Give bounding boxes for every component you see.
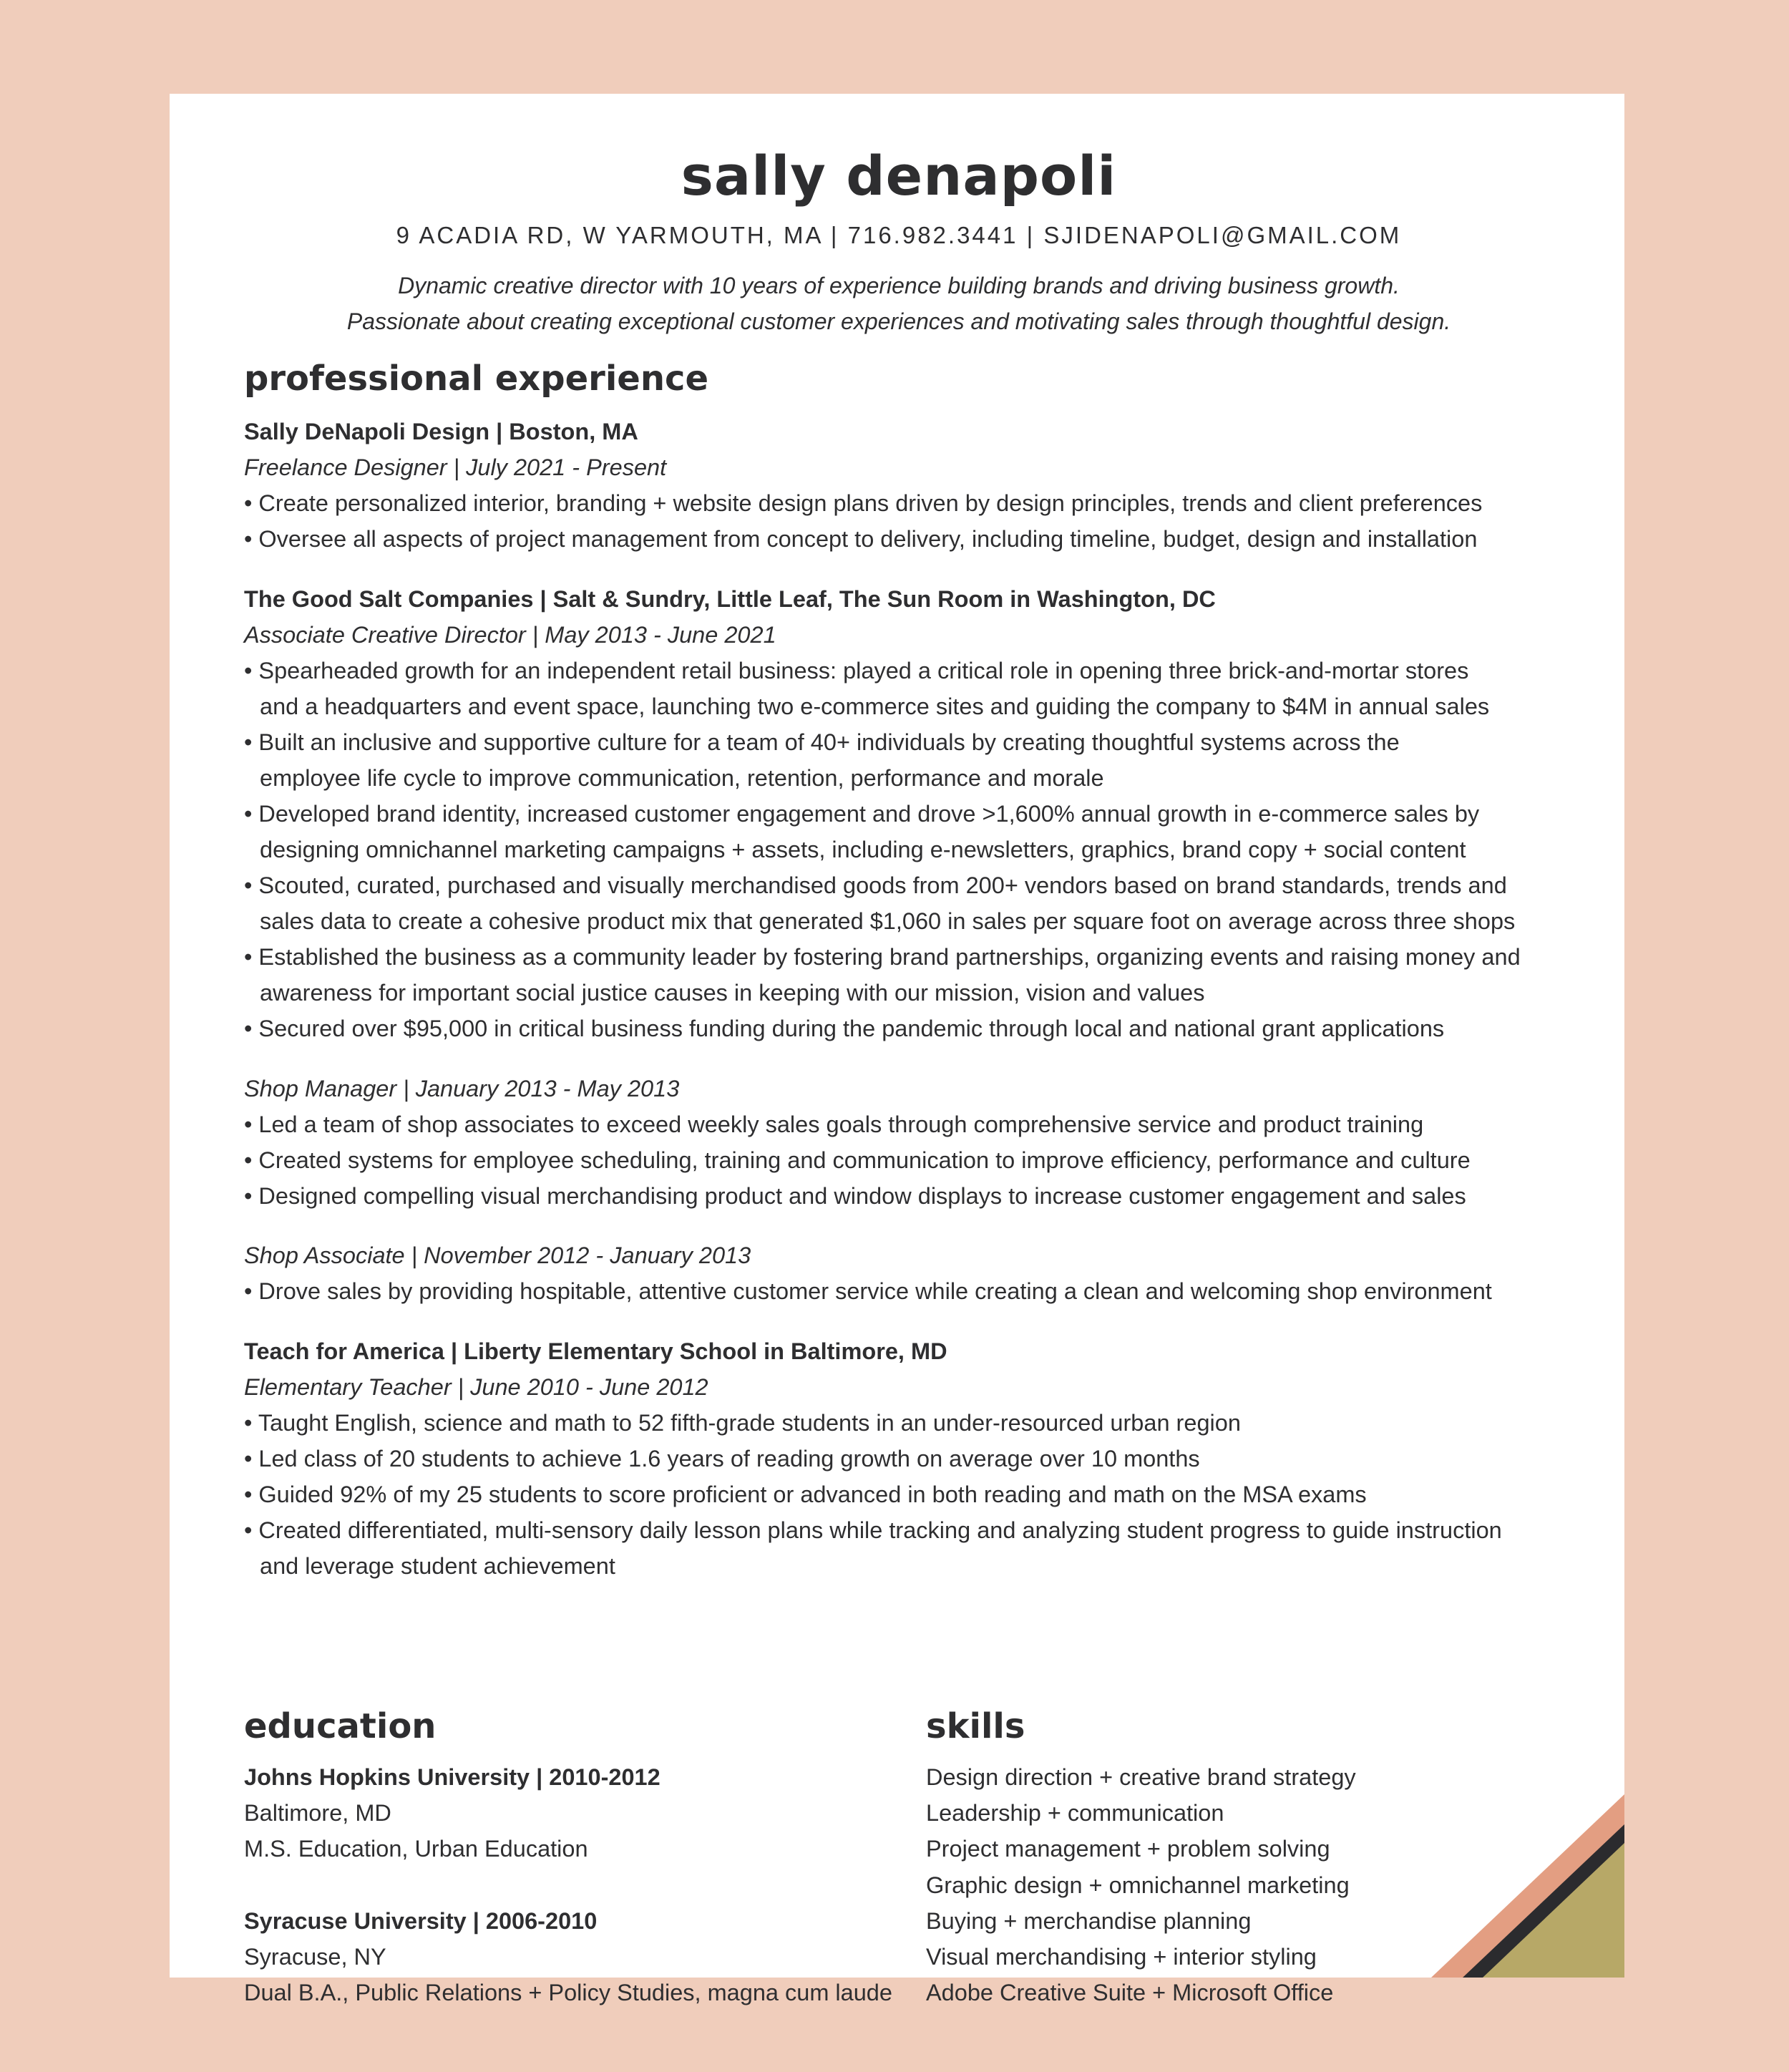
school-degree: M.S. Education, Urban Education: [244, 1836, 588, 1862]
job-bullet: • Create personalized interior, branding + website design plans driven by design principles, trends and client preferences: [244, 490, 1483, 516]
job-org: Sally DeNapoli Design | Boston, MA: [244, 419, 638, 444]
job-bullet: • Created differentiated, multi-sensory daily lesson plans while tracking and analyzing student progress to guide instruction: [244, 1517, 1502, 1543]
job-bullet: • Created systems for employee scheduling, training and communication to improve efficiency, performance and culture: [244, 1147, 1471, 1173]
resume-name: sally denapoli: [681, 144, 1117, 208]
school-name: Syracuse University | 2006-2010: [244, 1908, 598, 1934]
job-bullet-continued: employee life cycle to improve communication, retention, performance and morale: [260, 765, 1104, 791]
resume-page: [170, 94, 1624, 2005]
job-bullet: • Developed brand identity, increased customer engagement and drove >1,600% annual growth in e-commerce sales by: [244, 801, 1480, 827]
job-bullet: • Oversee all aspects of project management from concept to delivery, including timeline, budget, design and installation: [244, 526, 1478, 552]
job-bullet: • Taught English, science and math to 52 fifth-grade students in an under-resourced urban region: [244, 1410, 1241, 1436]
job-bullet-continued: and a headquarters and event space, launching two e-commerce sites and guiding the company to $4M in annual sales: [260, 694, 1490, 719]
job-bullet: • Built an inclusive and supportive culture for a team of 40+ individuals by creating thoughtful systems across the: [244, 729, 1400, 755]
job-role: Associate Creative Director | May 2013 - June 2021: [244, 622, 776, 648]
skill-item: Buying + merchandise planning: [926, 1908, 1252, 1934]
skill-item: Leadership + communication: [926, 1800, 1224, 1826]
education-heading: education: [244, 1706, 437, 1746]
job-bullet: • Spearheaded growth for an independent retail business: played a critical role in opening three brick-and-mortar stores: [244, 658, 1469, 684]
corner-stripes-decoration: [1431, 1794, 1624, 1978]
school-location: Baltimore, MD: [244, 1800, 391, 1826]
skill-item: Graphic design + omnichannel marketing: [926, 1872, 1350, 1898]
job-org: The Good Salt Companies | Salt & Sundry, Little Leaf, The Sun Room in Washington, DC: [244, 586, 1216, 612]
job-bullet-continued: and leverage student achievement: [260, 1553, 615, 1579]
job-role: Shop Associate | November 2012 - January 2013: [244, 1242, 751, 1268]
school-name: Johns Hopkins University | 2010-2012: [244, 1764, 660, 1790]
job-bullet: • Guided 92% of my 25 students to score proficient or advanced in both reading and math on the MSA exams: [244, 1482, 1367, 1507]
job-bullet: • Designed compelling visual merchandising product and window displays to increase customer engagement and sales: [244, 1183, 1466, 1209]
skill-item: Visual merchandising + interior styling: [926, 1944, 1317, 1970]
job-bullet: • Established the business as a community leader by fostering brand partnerships, organizing events and raising money and: [244, 944, 1521, 970]
skill-item: Adobe Creative Suite + Microsoft Office: [926, 1980, 1334, 2005]
job-bullet-continued: awareness for important social justice causes in keeping with our mission, vision and values: [260, 980, 1205, 1006]
job-role: Elementary Teacher | June 2010 - June 2012: [244, 1374, 708, 1400]
school-location: Syracuse, NY: [244, 1944, 386, 1970]
job-role: Freelance Designer | July 2021 - Present: [244, 454, 667, 480]
job-bullet: • Led a team of shop associates to exceed weekly sales goals through comprehensive service and product training: [244, 1112, 1424, 1137]
summary-line: Dynamic creative director with 10 years of experience building brands and driving business growth.: [398, 273, 1400, 298]
skill-item: Design direction + creative brand strategy: [926, 1764, 1356, 1790]
summary: [244, 268, 1554, 339]
skills-heading: skills: [926, 1706, 1025, 1746]
job-bullet: • Drove sales by providing hospitable, attentive customer service while creating a clean and welcoming shop environment: [244, 1278, 1492, 1304]
school-degree: Dual B.A., Public Relations + Policy Studies, magna cum laude: [244, 1980, 892, 2005]
experience-heading: professional experience: [244, 359, 709, 399]
job-org: Teach for America | Liberty Elementary School in Baltimore, MD: [244, 1338, 947, 1364]
job-bullet: • Scouted, curated, purchased and visually merchandised goods from 200+ vendors based on brand standards, trends and: [244, 872, 1507, 898]
contact-info: 9 ACADIA RD, W YARMOUTH, MA | 716.982.3441 | SJIDENAPOLI@GMAIL.COM: [396, 222, 1402, 248]
job-bullet: • Secured over $95,000 in critical business funding during the pandemic through local and national grant applications: [244, 1016, 1445, 1041]
job-bullet-continued: designing omnichannel marketing campaigns + assets, including e-newsletters, graphics, brand copy + social content: [260, 837, 1466, 862]
job-role: Shop Manager | January 2013 - May 2013: [244, 1076, 680, 1101]
skill-item: Project management + problem solving: [926, 1836, 1330, 1862]
summary-line: Passionate about creating exceptional customer experiences and motivating sales through thoughtful design.: [346, 308, 1451, 334]
job-bullet: • Led class of 20 students to achieve 1.6 years of reading growth on average over 10 months: [244, 1446, 1200, 1472]
job-bullet-continued: sales data to create a cohesive product mix that generated $1,060 in sales per square foot on average across three shops: [260, 908, 1516, 934]
